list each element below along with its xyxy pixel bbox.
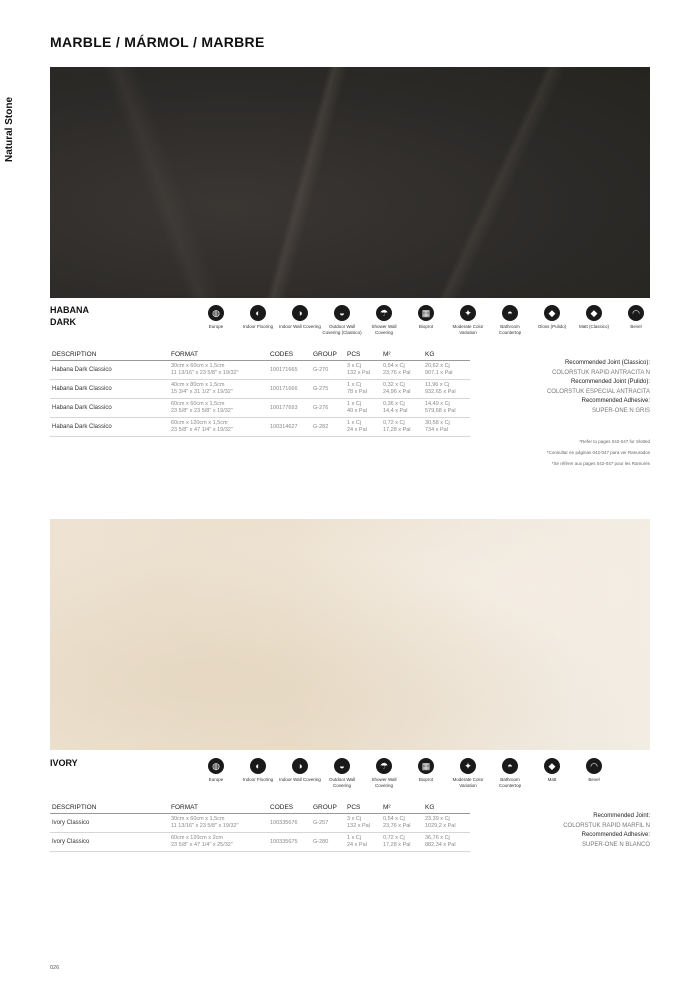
row-description: Habana Dark Classico bbox=[52, 404, 112, 411]
feature-label: Shower Wall Covering bbox=[371, 777, 397, 788]
ivory-photo bbox=[50, 519, 650, 750]
row-code: 100335676 bbox=[270, 819, 298, 826]
column-header-pcs: PCS bbox=[347, 804, 361, 811]
row-kg-pallet: 579,68 x Pal bbox=[425, 408, 456, 414]
row-kg-pallet: 907,1 x Pal bbox=[425, 370, 453, 376]
column-header-format: FORMAT bbox=[171, 351, 198, 358]
row-pcs-box: 1 x Cj bbox=[347, 401, 362, 407]
europe-icon: ◍ bbox=[208, 758, 224, 774]
habana-dark-photo bbox=[50, 67, 650, 298]
recommendation-product: COLORSTUK ESPECIAL ANTRACITA bbox=[546, 388, 650, 395]
row-group: G-282 bbox=[313, 423, 329, 430]
row-pcs-box: 1 x Cj bbox=[347, 382, 362, 388]
row-group: G-275 bbox=[313, 385, 329, 392]
row-m2-pallet: 17,28 x Pal bbox=[383, 842, 411, 848]
row-format-imperial: 11 13/16" x 23 5/8" x 19/32" bbox=[171, 370, 239, 376]
column-header-kg: KG bbox=[425, 351, 435, 358]
column-header-m2: M² bbox=[383, 804, 391, 811]
moderate-color-variation-icon: ✦ bbox=[460, 305, 476, 321]
row-format-imperial: 15 3/4" x 31 1/2" x 19/32" bbox=[171, 389, 233, 395]
row-description: Habana Dark Classico bbox=[52, 366, 112, 373]
recommendation-product: SUPER-ONE N GRIS bbox=[591, 407, 650, 414]
row-divider bbox=[50, 832, 470, 833]
side-label: Natural Stone bbox=[4, 96, 15, 162]
row-code: 100177693 bbox=[270, 404, 298, 411]
feature-moderate-color-variation bbox=[447, 305, 489, 335]
row-m2-box: 0,36 x Cj bbox=[383, 401, 405, 407]
row-group: G-280 bbox=[313, 838, 329, 845]
row-format-imperial: 11 13/16" x 23 5/8" x 19/32" bbox=[171, 823, 239, 829]
row-m2-pallet: 23,76 x Pal bbox=[383, 823, 411, 829]
row-kg-box: 23,39 x Cj bbox=[425, 816, 450, 822]
row-format-metric: 60cm x 120cm x 2cm bbox=[171, 835, 223, 841]
row-format-metric: 30cm x 60cm x 1,5cm bbox=[171, 816, 225, 822]
feature-matt bbox=[573, 305, 615, 330]
feature-label: Matt (Classico) bbox=[578, 324, 609, 329]
row-format-imperial: 23 5/8" x 47 1/4" x 25/32" bbox=[171, 842, 233, 848]
row-pcs-box: 3 x Cj bbox=[347, 816, 362, 822]
note-line: *Se référer aux pages 042-047 pour les Ramurés bbox=[551, 461, 650, 466]
recommendation-heading: Recommended Adhesive: bbox=[581, 398, 650, 404]
row-code: 100335675 bbox=[270, 838, 298, 845]
row-description: Habana Dark Classico bbox=[52, 423, 112, 430]
recommendation-product: COLORSTUK RAPID ANTRACITA N bbox=[552, 369, 650, 376]
bathroom-countertop-icon: ◓ bbox=[502, 305, 518, 321]
bathroom-countertop-icon: ◓ bbox=[502, 758, 518, 774]
row-m2-pallet: 17,28 x Pal bbox=[383, 427, 411, 433]
feature-indoor-flooring bbox=[237, 758, 279, 783]
feature-europe bbox=[195, 758, 237, 783]
note-line: *Consultar en páginas 042-047 para ver Ranurados bbox=[546, 450, 650, 455]
recommendation-heading: Recommended Joint (Pulido): bbox=[570, 379, 650, 385]
product-name-habana: HABANA DARK bbox=[50, 305, 89, 327]
feature-label: Indoor Flooring bbox=[242, 324, 274, 329]
row-m2-box: 0,72 x Cj bbox=[383, 420, 405, 426]
row-m2-pallet: 24,96 x Pal bbox=[383, 389, 411, 395]
row-pcs-pallet: 78 x Pal bbox=[347, 389, 367, 395]
matt-icon: ◆ bbox=[586, 305, 602, 321]
recommendation-heading: Recommended Adhesive: bbox=[581, 832, 650, 838]
column-header-kg: KG bbox=[425, 804, 435, 811]
row-kg-pallet: 882,34 x Pal bbox=[425, 842, 456, 848]
feature-label: Matt bbox=[547, 777, 557, 782]
row-description: Ivory Classico bbox=[52, 838, 90, 845]
row-format-metric: 60cm x 120cm x 1,5cm bbox=[171, 420, 228, 426]
feature-label: Bathroom Countertop bbox=[498, 324, 522, 335]
recommendations-habana bbox=[450, 359, 650, 416]
row-group: G-257 bbox=[313, 819, 329, 826]
shower-wall-covering-icon: ☂ bbox=[376, 758, 392, 774]
feature-indoor-flooring bbox=[237, 305, 279, 330]
feature-label: Bathroom Countertop bbox=[498, 777, 522, 788]
row-kg-box: 36,76 x Cj bbox=[425, 835, 450, 841]
feature-bathroom-countertop bbox=[489, 758, 531, 788]
column-header-description: DESCRIPTION bbox=[52, 351, 97, 358]
row-kg-pallet: 734 x Pal bbox=[425, 427, 448, 433]
row-divider bbox=[50, 398, 470, 399]
row-m2-box: 0,32 x Cj bbox=[383, 382, 405, 388]
feature-bevel bbox=[573, 758, 615, 783]
feature-indoor-wall-covering bbox=[279, 305, 321, 330]
feature-icons-ivory bbox=[195, 758, 655, 802]
feature-bioprot bbox=[405, 758, 447, 783]
row-kg-box: 14,49 x Cj bbox=[425, 401, 450, 407]
outdoor-wall-covering-icon: ◒ bbox=[334, 305, 350, 321]
indoor-wall-covering-icon: ◑ bbox=[292, 758, 308, 774]
row-code: 100171666 bbox=[270, 385, 298, 392]
column-header-format: FORMAT bbox=[171, 804, 198, 811]
feature-icons-habana bbox=[195, 305, 655, 349]
row-format-metric: 40cm x 80cm x 1,5cm bbox=[171, 382, 225, 388]
bioprot-icon: ▦ bbox=[418, 305, 434, 321]
feature-label: Shower Wall Covering bbox=[371, 324, 397, 335]
row-m2-pallet: 14,4 x Pal bbox=[383, 408, 408, 414]
feature-outdoor-wall-covering bbox=[321, 758, 363, 788]
feature-matt bbox=[531, 758, 573, 783]
europe-icon: ◍ bbox=[208, 305, 224, 321]
feature-label: Indoor Flooring bbox=[242, 777, 274, 782]
feature-outdoor-wall-covering bbox=[321, 305, 363, 335]
recommendations-ivory bbox=[450, 812, 650, 850]
row-code: 100171665 bbox=[270, 366, 298, 373]
row-kg-pallet: 1029,2 x Pal bbox=[425, 823, 456, 829]
row-kg-pallet: 932,65 x Pal bbox=[425, 389, 456, 395]
feature-label: Moderate Color Variation bbox=[452, 777, 484, 788]
header-rule bbox=[50, 360, 470, 361]
feature-moderate-color-variation bbox=[447, 758, 489, 788]
row-m2-box: 0,72 x Cj bbox=[383, 835, 405, 841]
row-group: G-270 bbox=[313, 366, 329, 373]
row-pcs-pallet: 132 x Pal bbox=[347, 823, 370, 829]
feature-label: Indoor Wall Covering bbox=[279, 324, 321, 329]
column-header-codes: CODES bbox=[270, 804, 294, 811]
column-header-description: DESCRIPTION bbox=[52, 804, 97, 811]
row-divider bbox=[50, 436, 470, 437]
recommendation-heading: Recommended Joint: bbox=[593, 813, 650, 819]
feature-bioprot bbox=[405, 305, 447, 330]
recommendation-heading: Recommended Joint (Classico): bbox=[564, 360, 650, 366]
row-format-imperial: 23 5/8" x 47 1/4" x 19/32" bbox=[171, 427, 233, 433]
header-rule bbox=[50, 813, 470, 814]
column-header-pcs: PCS bbox=[347, 351, 361, 358]
indoor-wall-covering-icon: ◑ bbox=[292, 305, 308, 321]
row-kg-box: 20,62 x Cj bbox=[425, 363, 450, 369]
feature-label: Bevel bbox=[630, 324, 642, 329]
shower-wall-covering-icon: ☂ bbox=[376, 305, 392, 321]
row-pcs-pallet: 132 x Pal bbox=[347, 370, 370, 376]
feature-indoor-wall-covering bbox=[279, 758, 321, 783]
row-format-imperial: 23 5/8" x 23 5/8" x 19/32" bbox=[171, 408, 233, 414]
feature-label: Moderate Color Variation bbox=[452, 324, 484, 335]
feature-bevel bbox=[615, 305, 657, 330]
row-pcs-pallet: 40 x Pal bbox=[347, 408, 367, 414]
note-line: *Refer to pages 042-047 for Slotted bbox=[579, 439, 650, 444]
row-pcs-box: 1 x Cj bbox=[347, 420, 362, 426]
row-pcs-box: 3 x Cj bbox=[347, 363, 362, 369]
feature-label: Bioprot bbox=[418, 324, 434, 329]
row-description: Ivory Classico bbox=[52, 819, 90, 826]
gloss-icon: ◆ bbox=[544, 305, 560, 321]
row-format-metric: 30cm x 60cm x 1,5cm bbox=[171, 363, 225, 369]
recommendation-product: SUPER-ONE N BLANCO bbox=[581, 841, 650, 848]
row-kg-box: 30,58 x Cj bbox=[425, 420, 450, 426]
page-title: MARBLE / MÁRMOL / MARBRE bbox=[50, 34, 265, 50]
slotted-notes bbox=[450, 436, 650, 469]
row-description: Habana Dark Classico bbox=[52, 385, 112, 392]
row-group: G-276 bbox=[313, 404, 329, 411]
row-kg-box: 11,96 x Cj bbox=[425, 382, 450, 388]
column-header-group: GROUP bbox=[313, 351, 337, 358]
matt-icon: ◆ bbox=[544, 758, 560, 774]
feature-europe bbox=[195, 305, 237, 330]
feature-label: Outdoor Wall Covering bbox=[328, 777, 356, 788]
feature-label: Outdoor Wall Covering (Classico) bbox=[322, 324, 362, 335]
row-m2-pallet: 23,76 x Pal bbox=[383, 370, 411, 376]
page-number: 026 bbox=[50, 965, 60, 971]
bioprot-icon: ▦ bbox=[418, 758, 434, 774]
feature-label: Gloss (Pulido) bbox=[537, 324, 567, 329]
row-divider bbox=[50, 379, 470, 380]
row-divider bbox=[50, 851, 470, 852]
feature-label: Europe bbox=[208, 324, 224, 329]
recommendation-product: COLORSTUK RAPID MARFIL N bbox=[563, 822, 650, 829]
row-m2-box: 0,54 x Cj bbox=[383, 363, 405, 369]
indoor-flooring-icon: ◐ bbox=[250, 758, 266, 774]
column-header-codes: CODES bbox=[270, 351, 294, 358]
column-header-group: GROUP bbox=[313, 804, 337, 811]
row-m2-box: 0,54 x Cj bbox=[383, 816, 405, 822]
column-header-m2: M² bbox=[383, 351, 391, 358]
row-format-metric: 60cm x 60cm x 1,5cm bbox=[171, 401, 225, 407]
row-code: 100314627 bbox=[270, 423, 298, 430]
row-pcs-pallet: 24 x Pal bbox=[347, 842, 367, 848]
feature-shower-wall-covering bbox=[363, 305, 405, 335]
feature-gloss bbox=[531, 305, 573, 330]
outdoor-wall-covering-icon: ◒ bbox=[334, 758, 350, 774]
product-name-ivory: IVORY bbox=[50, 758, 78, 768]
row-pcs-pallet: 24 x Pal bbox=[347, 427, 367, 433]
feature-label: Bioprot bbox=[418, 777, 434, 782]
feature-label: Indoor Wall Covering bbox=[279, 777, 321, 782]
indoor-flooring-icon: ◐ bbox=[250, 305, 266, 321]
bevel-icon: ◠ bbox=[586, 758, 602, 774]
feature-label: Bevel bbox=[588, 777, 600, 782]
feature-label: Europe bbox=[208, 777, 224, 782]
feature-bathroom-countertop bbox=[489, 305, 531, 335]
moderate-color-variation-icon: ✦ bbox=[460, 758, 476, 774]
feature-shower-wall-covering bbox=[363, 758, 405, 788]
row-pcs-box: 1 x Cj bbox=[347, 835, 362, 841]
bevel-icon: ◠ bbox=[628, 305, 644, 321]
row-divider bbox=[50, 417, 470, 418]
